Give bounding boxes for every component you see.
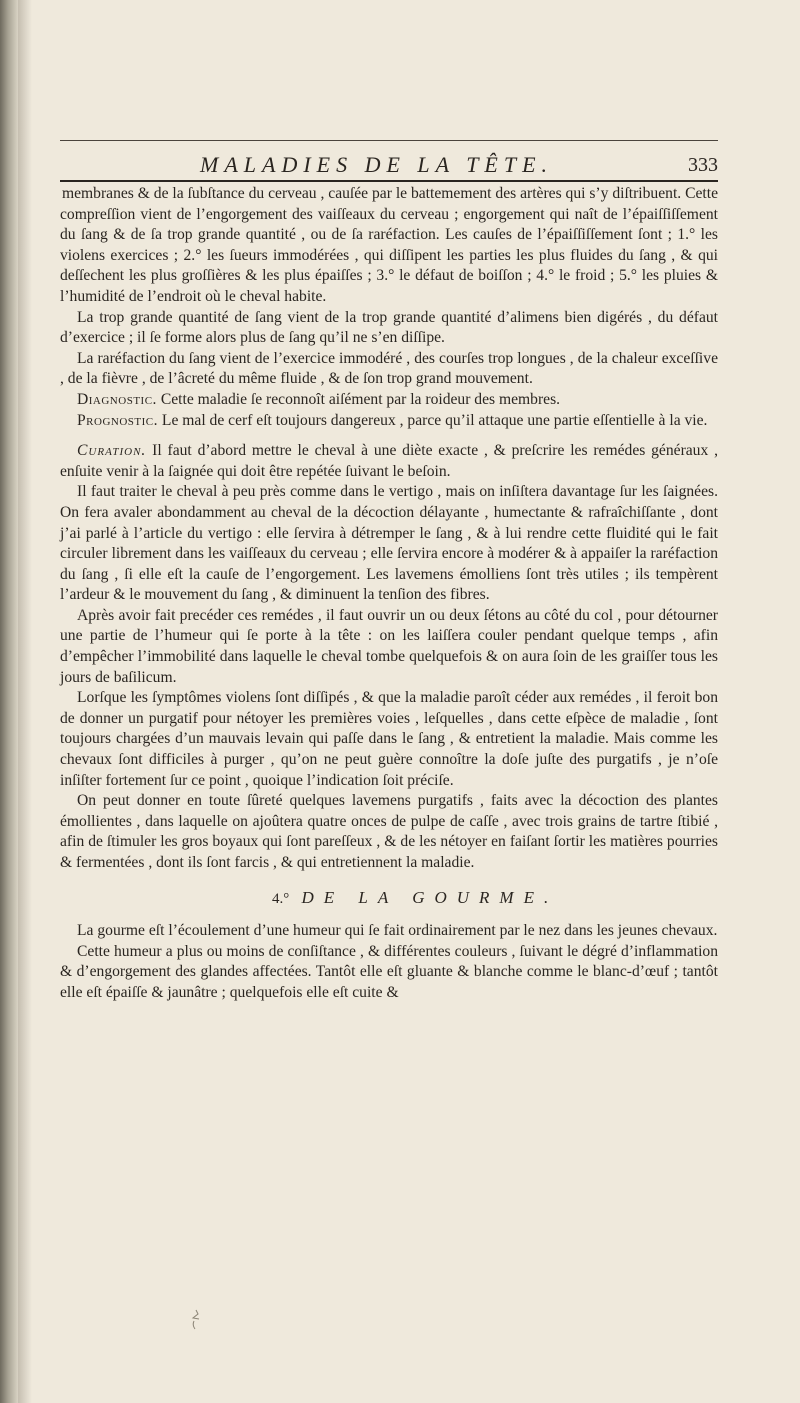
- paragraph: La gourme eſt l’écoulement d’une humeur qui ſe fait ordinairement par le nez dans les jeunes chevaux.: [77, 922, 718, 940]
- section-title: DE LA GOURME.: [301, 887, 559, 907]
- paragraph: La raréfaction du ſang vient de l’exercice immodéré , des courſes trop longues , de la chaleur exceſſive , de la fièvre , de l’âcreté du même fluide , & de ſon trop grand mouvement.: [60, 349, 718, 388]
- prognostic-text: Le mal de cerf eſt toujours dangereux , parce qu’il attaque une partie eſſentielle à la vie.: [158, 411, 708, 429]
- paragraph: Il faut traiter le cheval à peu près comme dans le vertigo , mais on inſiſtera davantage ſur les ſaignées. On fera avaler abondamment au cheval de la décoction délayante , humectante & rafraîchiſſante , dont j’ai parlé à l’article du vertigo : elle ſervira à détremper le ſang , & à lui rendre cette fluidité qui le fait circuler librement dans les vaiſſeaux du cerveau ; elle ſervira encore à modérer & à appaiſer la raréfaction du ſang , ſi elle eſt la cauſe de l’engorgement. Les lavemens émolliens ſont très utiles ; ils tempèrent l’ardeur & le mouvement du ſang , & diminuent la tenſion des fibres.: [60, 483, 718, 604]
- paragraph-curation: [60, 441, 718, 482]
- paragraph-diagnostic: [60, 390, 718, 411]
- curation-text: Il faut d’abord mettre le cheval à une diète exacte , & preſcrire les remédes généraux , enſuite venir à la ſaignée qui doit être repétée ſuivant le beſoin.: [60, 442, 718, 480]
- book-binding-edge: [0, 0, 18, 1403]
- paragraph: La trop grande quantité de ſang vient de la trop grande quantité d’alimens bien digérés , du défaut d’exercice ; il ſe forme alors plus de ſang qu’il ne s’en diſſipe.: [60, 308, 718, 347]
- curation-label: Curation.: [77, 442, 147, 460]
- section-number: 4.°: [272, 890, 290, 907]
- page-header: [60, 152, 718, 180]
- top-rule: [60, 140, 718, 141]
- diagnostic-text: Cette maladie ſe reconnoît aiſément par la roideur des membres.: [156, 390, 561, 408]
- paragraph: Après avoir fait precéder ces remédes , il faut ouvrir un ou deux ſétons au côté du col , pour détourner une partie de l’humeur qui ſe porte à la tête : on les laiſſera couler pendant quelque temps , afin d’empêcher l’immobilité dans laquelle le cheval tombe quelquefois & on aura ſoin de les graiſſer tous les jours de baſilicum.: [60, 606, 718, 686]
- prognostic-label: Prognostic.: [77, 411, 159, 429]
- paragraph: Cette humeur a plus ou moins de conſiſtance , & différentes couleurs , ſuivant le dégré d’inflammation & d’engorgement des glandes affectées. Tantôt elle eſt gluante & blanche comme le blanc-d’œuf ; tantôt elle eſt épaiſſe & jaunâtre ; quelquefois elle eſt cuite &: [60, 942, 718, 1001]
- diagnostic-label: Diagnostic.: [77, 390, 157, 408]
- paragraph-prognostic: [60, 411, 718, 432]
- gutter-shadow: [18, 0, 32, 1403]
- pencil-mark-icon: [190, 1308, 204, 1332]
- section-heading: [60, 888, 718, 910]
- header-rule: [60, 180, 718, 182]
- page-body: [60, 184, 718, 1004]
- running-title: MALADIES DE LA TÊTE.: [200, 152, 554, 177]
- paragraph: Lorſque les ſymptômes violens ſont diſſipés , & que la maladie paroît céder aux remédes , il feroit bon de donner un purgatif pour nétoyer les premières voies , leſquelles , dans cette eſpèce de maladie , ſont toujours chargées d’un mauvais levain qui paſſe dans le ſang , & entretient la maladie. Mais comme les chevaux ſont difficiles à purger , qu’on ne peut guère connoître la doſe juſte des purgatifs , je n’oſe inſiſter fortement ſur ce point , quoique l’indication ſoit préciſe.: [60, 689, 718, 789]
- paragraph: membranes & de la ſubſtance du cerveau , cauſée par le battemement des artères qui s’y diſtribuent. Cette compreſſion vient de l’engorgement des vaiſſeaux du cerveau ; engorgement qui naît de l’épaiſſiſſement du ſang & de ſa trop grande quantité , ou de ſa raréfaction. Les cauſes de l’épaiſſiſſement ſont ; 1.° les violens exercices ; 2.° les ſueurs immodérées , qui diſſipent les parties les plus fluides du ſang , & qui deſſechent les plus groſſières & les plus épaiſſes ; 3.° le défaut de boiſſon ; 4.° le froid ; 5.° les pluies & l’humidité de l’endroit où le cheval habite.: [60, 185, 718, 305]
- paragraph: On peut donner en toute ſûreté quelques lavemens purgatifs , faits avec la décoction des plantes émollientes , dans laquelle on ajoûtera quatre onces de pulpe de caſſe , avec trois grains de tartre ſtibié , afin de ſtimuler les gros boyaux qui ſont pareſſeux , & de les nétoyer en faiſant ſortir les matières pourries & fermentées , dont ils ſont farcis , & qui entretiennent la maladie.: [60, 792, 718, 871]
- pencil-mark: [190, 1308, 204, 1337]
- page-number: 333: [688, 154, 718, 176]
